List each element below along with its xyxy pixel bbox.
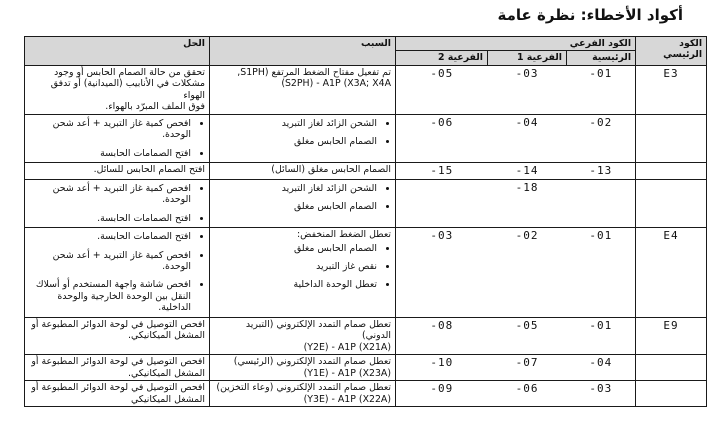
sub-code-1: -07: [488, 355, 567, 381]
header-sub-2: الفرعية 2: [396, 51, 488, 65]
solution-cell: [25, 317, 210, 354]
solution-line: المشغل الميكانيكي.: [127, 367, 205, 379]
cause-line: (S2PH) - A1P (X3A; X4A: [281, 78, 391, 90]
solution-list: [29, 118, 205, 159]
header-sub-main: الرئيسية: [567, 51, 636, 65]
error-codes-table: [24, 36, 707, 407]
sub-code-main: [567, 179, 636, 227]
header-sub-1: الفرعية 1: [488, 51, 567, 65]
table-row: [25, 381, 707, 407]
cause-cell: [210, 65, 396, 114]
solution-line: تحقق من حالة الصمام الحابس أو وجود: [54, 66, 205, 78]
solution-cell: [25, 65, 210, 114]
cause-line: تعطل صمام التمدد الإلكتروني (الرئيسي): [233, 356, 391, 368]
sub-code-2: -05: [396, 65, 488, 114]
main-code-cell: E3: [636, 65, 707, 114]
header-sub-code: الكود الفرعي: [396, 37, 636, 51]
sub-code-2: -03: [396, 228, 488, 318]
solution-line: المشغل الميكانيكي.: [127, 330, 205, 342]
cause-cell: الصمام الحابس مغلق (السائل): [210, 163, 396, 179]
cause-item: • الصمام الحابس مغلق: [214, 243, 377, 254]
table-row: [25, 114, 707, 162]
page-title: أكواد الأخطاء: نظرة عامة: [497, 6, 683, 24]
solution-cell: [25, 355, 210, 381]
table-row: [25, 228, 707, 318]
solution-cell: [25, 381, 210, 407]
solution-item: • افتح الصمامات الحابسة.: [29, 231, 191, 242]
solution-item: • افحص شاشة واجهة المستخدم أو أسلاك النقل بين الوحدة الخارجية والوحدة الداخلية.: [29, 279, 191, 313]
solution-cell: [25, 228, 210, 318]
solution-list: [29, 231, 205, 314]
table-row: [25, 163, 707, 179]
solution-item: • افتح الصمامات الحابسة.: [29, 213, 191, 224]
main-code-cell: [636, 114, 707, 162]
solution-item: • افحص كمية غاز التبريد + أعد شحن الوحدة.: [29, 183, 191, 206]
cause-cell: [210, 355, 396, 381]
solution-cell: [25, 179, 210, 227]
cause-cell: [210, 381, 396, 407]
cause-line: (Y2E) - A1P (X21A): [303, 341, 391, 353]
sub-code-main: -02: [567, 114, 636, 162]
cause-line: تعطل صمام التمدد الإلكتروني (التبريد الدوني): [245, 318, 391, 342]
cause-cell: [210, 114, 396, 162]
cause-cell: [210, 228, 396, 318]
cause-list: [214, 118, 391, 148]
solution-cell: [25, 114, 210, 162]
sub-code-main: -01: [567, 65, 636, 114]
table-row: [25, 179, 707, 227]
solution-item: • افتح الصمامات الحابسة: [29, 148, 191, 159]
main-code-cell: E9: [636, 317, 707, 354]
cause-cell: [210, 317, 396, 354]
sub-code-main: -03: [567, 381, 636, 407]
cause-line: تعطل صمام التمدد الإلكتروني (وعاء التخزين): [216, 382, 391, 394]
solution-list: [29, 183, 205, 224]
sub-code-1: -18: [488, 179, 567, 227]
solution-line: افحص التوصيل في لوحة الدوائر المطبوعة أو: [31, 356, 205, 368]
header-cause: السبب: [210, 37, 396, 66]
main-code-cell: [636, 381, 707, 407]
main-code-cell: [636, 179, 707, 227]
cause-item: • الشحن الزائد لغاز التبريد: [214, 183, 377, 194]
cause-item: • تعطل الوحدة الداخلية: [214, 279, 377, 290]
solution-line: افحص التوصيل في لوحة الدوائر المطبوعة أو: [31, 318, 205, 330]
sub-code-main: -04: [567, 355, 636, 381]
sub-code-2: -10: [396, 355, 488, 381]
cause-list: [214, 243, 391, 291]
cause-line: تم تفعيل مفتاح الضغط المرتفع (S1PH,: [237, 66, 391, 78]
table-row: [25, 317, 707, 354]
main-code-cell: E4: [636, 228, 707, 318]
sub-code-main: -01: [567, 228, 636, 318]
cause-line: (Y3E) - A1P (X22A): [303, 393, 391, 405]
solution-item: • افحص كمية غاز التبريد + أعد شحن الوحدة.: [29, 250, 191, 273]
cause-item: • الصمام الحابس مغلق: [214, 201, 377, 212]
table-row: [25, 65, 707, 114]
solution-line: افحص التوصيل في لوحة الدوائر المطبوعة أو: [31, 382, 205, 394]
sub-code-1: -05: [488, 317, 567, 354]
main-code-cell: [636, 163, 707, 179]
sub-code-2: -09: [396, 381, 488, 407]
main-code-cell: [636, 355, 707, 381]
solution-line: مشكلات في الأنابيب (الميدانية) أو تدفق الهواء: [50, 78, 205, 101]
sub-code-1: -02: [488, 228, 567, 318]
sub-code-1: -03: [488, 65, 567, 114]
cause-item: • الصمام الحابس مغلق: [214, 136, 377, 147]
cause-heading: تعطل الضغط المنخفض:: [296, 229, 391, 241]
sub-code-1: -04: [488, 114, 567, 162]
cause-cell: [210, 179, 396, 227]
sub-code-main: -01: [567, 317, 636, 354]
cause-item: • الشحن الزائد لغاز التبريد: [214, 118, 377, 129]
sub-code-1: -06: [488, 381, 567, 407]
solution-line: المشغل الميكانيكي: [130, 393, 205, 405]
solution-line: فوق الملف المبرّد بالهواء.: [105, 101, 205, 113]
sub-code-2: -08: [396, 317, 488, 354]
table-row: [25, 355, 707, 381]
header-main-code: الكود الرئيسي: [636, 37, 707, 66]
sub-code-main: -13: [567, 163, 636, 179]
header-solution: الحل: [25, 37, 210, 66]
sub-code-1: -14: [488, 163, 567, 179]
cause-list: [214, 183, 391, 213]
solution-cell: افتح الصمام الحابس للسائل.: [25, 163, 210, 179]
sub-code-2: -15: [396, 163, 488, 179]
sub-code-2: [396, 179, 488, 227]
solution-item: • افحص كمية غاز التبريد + أعد شحن الوحدة.: [29, 118, 191, 141]
cause-line: (Y1E) - A1P (X23A): [303, 367, 391, 379]
cause-item: • نقص غاز التبريد: [214, 261, 377, 272]
sub-code-2: -06: [396, 114, 488, 162]
